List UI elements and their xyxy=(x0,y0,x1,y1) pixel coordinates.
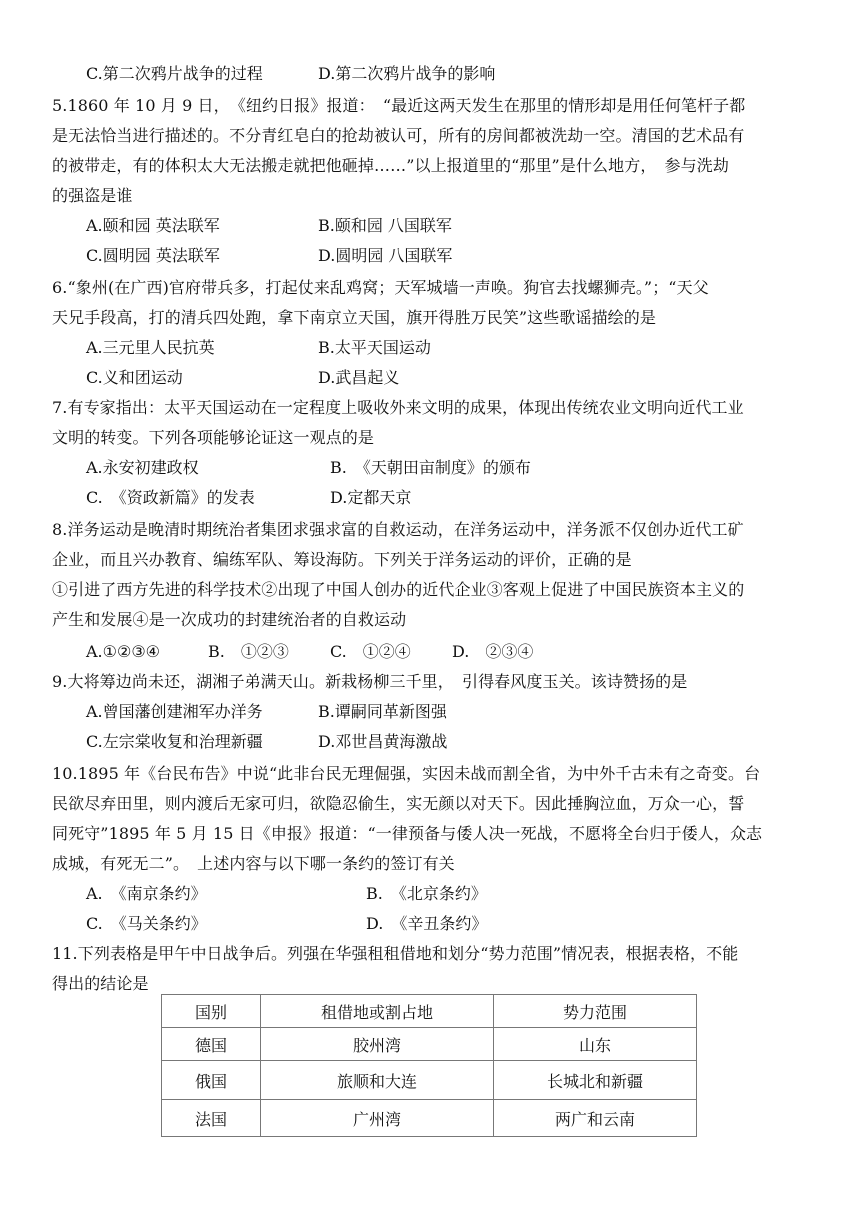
q10-option-c: C. 《马关条约》 xyxy=(86,914,207,933)
table-cell: 俄国 xyxy=(162,1061,261,1100)
table-header-cell: 国别 xyxy=(162,995,261,1028)
q10-stem-line-2: 民欲尽弃田里，则内渡后无家可归，欲隐忍偷生，实无颜以对天下。因此捶胸泣血，万众一心，誓 xyxy=(52,794,745,813)
q7-option-b: B. 《天朝田亩制度》的颁布 xyxy=(330,458,531,477)
table-header-cell: 势力范围 xyxy=(494,995,697,1028)
q4-option-c: C.第二次鸦片战争的过程 xyxy=(86,64,263,83)
q11-stem-line-1: 11.下列表格是甲午中日战争后。列强在华强租租借地和划分“势力范围”情况表，根据表格，不能 xyxy=(52,944,739,963)
q7-stem-line-2: 文明的转变。下列各项能够论证这一观点的是 xyxy=(52,428,375,447)
table-row xyxy=(162,1100,697,1137)
q5-option-c: C.圆明园 英法联军 xyxy=(86,246,220,265)
q6-option-d: D.武昌起义 xyxy=(318,368,400,387)
q11-table xyxy=(161,994,697,1137)
q7-option-d: D.定都天京 xyxy=(330,488,412,507)
table-cell: 德国 xyxy=(162,1028,261,1061)
q5-option-a: A.颐和园 英法联军 xyxy=(86,216,220,235)
q9-option-b: B.谭嗣同革新图强 xyxy=(318,702,447,721)
q9-option-a: A.曾国藩创建湘军办洋务 xyxy=(86,702,263,721)
q5-stem-line-4: 的强盗是谁 xyxy=(52,186,133,205)
q10-option-a: A. 《南京条约》 xyxy=(86,884,207,903)
q8-option-d: D. ②③④ xyxy=(452,642,534,661)
q6-stem-line-2: 天兄手段高，打的清兵四处跑，拿下南京立天国，旗开得胜万民笑”这些歌谣描绘的是 xyxy=(52,308,656,327)
q10-stem-line-1: 10.1895 年《台民布告》中说“此非台民无理倔强，实因未战而割全省，为中外千古未有之奇变。台 xyxy=(52,764,761,783)
q7-option-a: A.永安初建政权 xyxy=(86,458,199,477)
table-cell: 法国 xyxy=(162,1100,261,1137)
q5-option-d: D.圆明园 八国联军 xyxy=(318,246,453,265)
table-cell: 广州湾 xyxy=(261,1100,494,1137)
q8-stem-line-3: ①引进了西方先进的科学技术②出现了中国人创办的近代企业③客观上促进了中国民族资本主义的 xyxy=(52,580,745,599)
q4-option-d: D.第二次鸦片战争的影响 xyxy=(318,64,496,83)
table-header-row xyxy=(162,995,697,1028)
table-cell: 胶州湾 xyxy=(261,1028,494,1061)
q8-stem-line-1: 8.洋务运动是晚清时期统治者集团求强求富的自救运动，在洋务运动中，洋务派不仅创办近代工矿 xyxy=(52,520,744,539)
q10-stem-line-3: 同死守”1895 年 5 月 15 日《申报》报道：“一律预备与倭人决一死战，不愿将全台归于倭人，众志 xyxy=(52,824,763,843)
q11-stem-line-2: 得出的结论是 xyxy=(52,974,149,993)
q10-stem-line-4: 成城，有死无二”。 上述内容与以下哪一条约的签订有关 xyxy=(52,854,455,873)
q6-option-a: A.三元里人民抗英 xyxy=(86,338,215,357)
table-header-cell: 租借地或割占地 xyxy=(261,995,494,1028)
q8-stem-line-2: 企业，而且兴办教育、编练军队、筹设海防。下列关于洋务运动的评价，正确的是 xyxy=(52,550,632,569)
q10-option-b: B. 《北京条约》 xyxy=(366,884,487,903)
q8-option-c: C. ①②④ xyxy=(330,642,411,661)
q8-option-a: A.①②③④ xyxy=(86,642,161,661)
q10-option-d: D. 《辛丑条约》 xyxy=(366,914,488,933)
table-row xyxy=(162,1061,697,1100)
table-cell: 旅顺和大连 xyxy=(261,1061,494,1100)
q5-stem-line-2: 是无法恰当进行描述的。不分青红皂白的抢劫被认可，所有的房间都被洗劫一空。清国的艺术品有 xyxy=(52,126,745,145)
q7-option-c: C. 《资政新篇》的发表 xyxy=(86,488,255,507)
table-row xyxy=(162,1028,697,1061)
table-cell: 山东 xyxy=(494,1028,697,1061)
q9-option-d: D.邓世昌黄海激战 xyxy=(318,732,448,751)
table-cell: 两广和云南 xyxy=(494,1100,697,1137)
q9-stem-line-1: 9.大将筹边尚未还，湖湘子弟满天山。新栽杨柳三千里， 引得春风度玉关。该诗赞扬的是 xyxy=(52,672,688,691)
q8-option-b: B. ①②③ xyxy=(208,642,289,661)
q6-option-c: C.义和团运动 xyxy=(86,368,183,387)
q5-option-b: B.颐和园 八国联军 xyxy=(318,216,452,235)
q7-stem-line-1: 7.有专家指出：太平天国运动在一定程度上吸收外来文明的成果，体现出传统农业文明向近代工业 xyxy=(52,398,744,417)
q6-stem-line-1: 6.“象州(在广西)官府带兵多，打起仗来乱鸡窝；天军城墙一声唤。狗官去找螺狮壳。”；“天父 xyxy=(52,278,709,297)
q8-stem-line-4: 产生和发展④是一次成功的封建统治者的自救运动 xyxy=(52,610,407,629)
q5-stem-line-3: 的被带走，有的体积太大无法搬走就把他砸掉……”以上报道里的“那里”是什么地方， 参与洗劫 xyxy=(52,156,729,175)
q9-option-c: C.左宗棠收复和治理新疆 xyxy=(86,732,263,751)
q6-option-b: B.太平天国运动 xyxy=(318,338,431,357)
table-cell: 长城北和新疆 xyxy=(494,1061,697,1100)
q5-stem-line-1: 5.1860 年 10 月 9 日， 《纽约日报》报道： “最近这两天发生在那里的情形却是用任何笔杆子都 xyxy=(52,96,746,115)
